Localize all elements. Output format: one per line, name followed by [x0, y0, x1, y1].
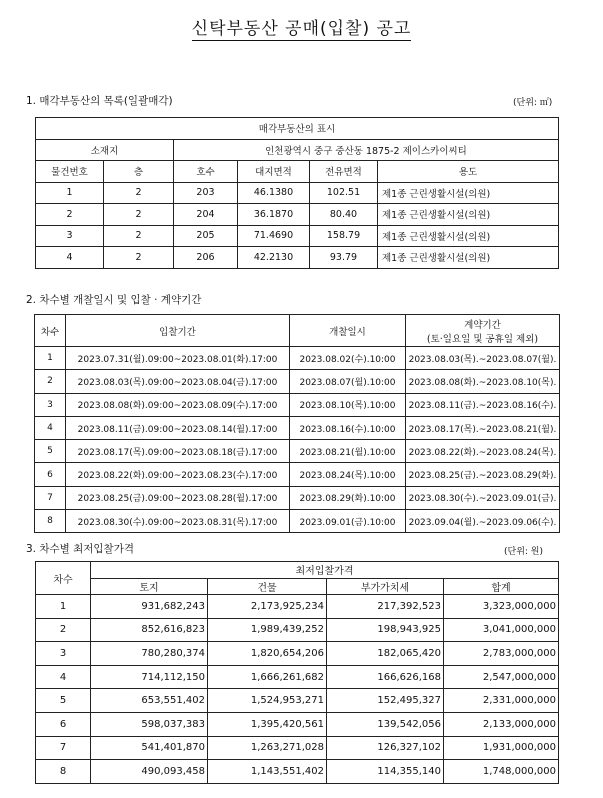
- table-cell: 93.79: [310, 247, 378, 269]
- table-cell: 139,542,056: [327, 712, 444, 736]
- header-round: 차수: [36, 562, 91, 595]
- table-cell: 166,626,168: [327, 665, 444, 689]
- schedule-row: [35, 370, 560, 393]
- table-cell: 1: [36, 182, 104, 204]
- table-cell: 2023.08.25(금).~2023.08.29(화).: [406, 463, 560, 486]
- price-row: [36, 665, 559, 689]
- schedule-row: [35, 393, 560, 416]
- price-row: [36, 760, 559, 784]
- schedule-row: [35, 463, 560, 486]
- table-cell: 2023.08.21(월).10:00: [290, 440, 406, 463]
- table-cell: 42.2130: [238, 247, 310, 269]
- table-cell: 2023.08.17(목).09:00~2023.08.18(금).17:00: [66, 440, 290, 463]
- table-cell: 46.1380: [238, 182, 310, 204]
- table-cell: 3: [36, 225, 104, 247]
- table-cell: 653,551,402: [91, 689, 208, 713]
- table-cell: 2023.08.17(목).~2023.08.21(월).: [406, 416, 560, 439]
- table-cell: 제1종 근린생활시설(의원): [378, 225, 559, 247]
- header-land-area: 대지면적: [238, 161, 310, 183]
- header-building: 건물: [208, 578, 327, 595]
- table-cell: 1,143,551,402: [208, 760, 327, 784]
- table-cell: 2023.07.31(월).09:00~2023.08.01(화).17:00: [66, 347, 290, 370]
- table-cell: 4: [36, 247, 104, 269]
- table-cell: 714,112,150: [91, 665, 208, 689]
- property-row: [36, 225, 559, 247]
- section1-unit: (단위: ㎡): [513, 98, 553, 108]
- property-table-title: 매각부동산의 표시: [36, 118, 559, 140]
- table-cell: 2023.08.11(금).09:00~2023.08.14(월).17:00: [66, 416, 290, 439]
- price-row: [36, 618, 559, 642]
- table-cell: 2023.08.22(화).09:00~2023.08.23(수).17:00: [66, 463, 290, 486]
- table-cell: 2023.08.22(화).~2023.08.24(목).: [406, 440, 560, 463]
- table-cell: 2023.08.03(목).~2023.08.07(월).: [406, 347, 560, 370]
- table-cell: 102.51: [310, 182, 378, 204]
- property-row: [36, 247, 559, 269]
- table-cell: 2023.08.30(수).~2023.09.01(금).: [406, 486, 560, 509]
- table-cell: 158.79: [310, 225, 378, 247]
- table-cell: 제1종 근린생활시설(의원): [378, 204, 559, 226]
- table-cell: 2023.08.24(목).10:00: [290, 463, 406, 486]
- table-cell: 2: [35, 370, 66, 393]
- table-cell: 217,392,523: [327, 595, 444, 619]
- header-total: 합계: [444, 578, 559, 595]
- header-bid-period: 입찰기간: [66, 315, 290, 347]
- header-land: 토지: [91, 578, 208, 595]
- header-round: 차수: [35, 315, 66, 347]
- table-cell: 80.40: [310, 204, 378, 226]
- header-unit-no: 호수: [174, 161, 238, 183]
- table-cell: 2,783,000,000: [444, 642, 559, 666]
- table-cell: 780,280,374: [91, 642, 208, 666]
- table-cell: 3,323,000,000: [444, 595, 559, 619]
- price-row: [36, 736, 559, 760]
- property-table: [35, 117, 559, 269]
- table-cell: 1,524,953,271: [208, 689, 327, 713]
- table-cell: 2: [104, 204, 174, 226]
- price-row: [36, 712, 559, 736]
- table-cell: 490,093,458: [91, 760, 208, 784]
- table-cell: 3,041,000,000: [444, 618, 559, 642]
- table-cell: 2023.09.04(월).~2023.09.06(수).: [406, 510, 560, 533]
- table-cell: 598,037,383: [91, 712, 208, 736]
- header-opening-time: 개찰일시: [290, 315, 406, 347]
- table-cell: 제1종 근린생활시설(의원): [378, 182, 559, 204]
- table-cell: 2023.08.30(수).09:00~2023.08.31(목).17:00: [66, 510, 290, 533]
- table-cell: 1,666,261,682: [208, 665, 327, 689]
- table-cell: 2: [104, 225, 174, 247]
- table-cell: 1,931,000,000: [444, 736, 559, 760]
- property-row: [36, 204, 559, 226]
- table-cell: 2: [104, 182, 174, 204]
- header-vat: 부가가치세: [327, 578, 444, 595]
- table-cell: 5: [36, 689, 91, 713]
- price-table: [35, 561, 559, 784]
- header-floor: 층: [104, 161, 174, 183]
- table-cell: 7: [35, 486, 66, 509]
- table-cell: 2023.08.25(금).09:00~2023.08.28(월).17:00: [66, 486, 290, 509]
- section1-heading: 1. 매각부동산의 목록(일괄매각): [26, 95, 173, 107]
- table-cell: 2023.08.10(목).10:00: [290, 393, 406, 416]
- table-cell: 4: [35, 416, 66, 439]
- location-label: 소재지: [36, 139, 174, 161]
- table-cell: 198,943,925: [327, 618, 444, 642]
- table-cell: 제1종 근린생활시설(의원): [378, 247, 559, 269]
- table-cell: 152,495,327: [327, 689, 444, 713]
- price-row: [36, 642, 559, 666]
- table-cell: 1,395,420,561: [208, 712, 327, 736]
- table-cell: 206: [174, 247, 238, 269]
- table-cell: 2: [36, 204, 104, 226]
- table-cell: 114,355,140: [327, 760, 444, 784]
- table-cell: 2023.08.08(화).~2023.08.10(목).: [406, 370, 560, 393]
- table-cell: 126,327,102: [327, 736, 444, 760]
- table-cell: 1,820,654,206: [208, 642, 327, 666]
- schedule-table: [34, 314, 560, 533]
- schedule-row: [35, 510, 560, 533]
- table-cell: 6: [36, 712, 91, 736]
- table-cell: 1,989,439,252: [208, 618, 327, 642]
- table-cell: 541,401,870: [91, 736, 208, 760]
- price-row: [36, 595, 559, 619]
- table-cell: 2,331,000,000: [444, 689, 559, 713]
- table-cell: 2,547,000,000: [444, 665, 559, 689]
- table-cell: 2023.08.08(화).09:00~2023.08.09(수).17:00: [66, 393, 290, 416]
- location-value: 인천광역시 중구 중산동 1875-2 제이스카이씨티: [174, 139, 559, 161]
- header-usage: 용도: [378, 161, 559, 183]
- header-item-no: 물건번호: [36, 161, 104, 183]
- table-cell: 71.4690: [238, 225, 310, 247]
- table-cell: 36.1870: [238, 204, 310, 226]
- table-cell: 8: [36, 760, 91, 784]
- table-cell: 2023.08.16(수).10:00: [290, 416, 406, 439]
- schedule-row: [35, 347, 560, 370]
- property-row: [36, 182, 559, 204]
- section3-unit: (단위: 원): [504, 547, 543, 557]
- table-cell: 2023.08.29(화).10:00: [290, 486, 406, 509]
- table-cell: 2: [36, 618, 91, 642]
- table-cell: 2023.08.02(수).10:00: [290, 347, 406, 370]
- table-cell: 2,173,925,234: [208, 595, 327, 619]
- table-cell: 1: [36, 595, 91, 619]
- table-cell: 2,133,000,000: [444, 712, 559, 736]
- table-cell: 5: [35, 440, 66, 463]
- table-cell: 3: [36, 642, 91, 666]
- section2-heading: 2. 차수별 개찰일시 및 입찰 · 계약기간: [26, 294, 202, 306]
- schedule-row: [35, 416, 560, 439]
- table-cell: 6: [35, 463, 66, 486]
- table-cell: 204: [174, 204, 238, 226]
- table-cell: 8: [35, 510, 66, 533]
- price-row: [36, 689, 559, 713]
- schedule-row: [35, 486, 560, 509]
- table-cell: 1: [35, 347, 66, 370]
- table-cell: 2023.08.03(목).09:00~2023.08.04(금).17:00: [66, 370, 290, 393]
- table-cell: 182,065,420: [327, 642, 444, 666]
- table-cell: 931,682,243: [91, 595, 208, 619]
- table-cell: 2023.08.11(금).~2023.08.16(수).: [406, 393, 560, 416]
- table-cell: 2023.08.07(월).10:00: [290, 370, 406, 393]
- table-cell: 205: [174, 225, 238, 247]
- section3-heading: 3. 차수별 최저입찰가격: [26, 543, 134, 555]
- table-cell: 4: [36, 665, 91, 689]
- header-min-price: 최저입찰가격: [91, 562, 559, 579]
- table-cell: 1,263,271,028: [208, 736, 327, 760]
- table-cell: 852,616,823: [91, 618, 208, 642]
- table-cell: 2: [104, 247, 174, 269]
- table-cell: 1,748,000,000: [444, 760, 559, 784]
- table-cell: 3: [35, 393, 66, 416]
- table-cell: 7: [36, 736, 91, 760]
- table-cell: 2023.09.01(금).10:00: [290, 510, 406, 533]
- schedule-row: [35, 440, 560, 463]
- header-exclusive-area: 전유면적: [310, 161, 378, 183]
- page-title: 신탁부동산 공매(입찰) 공고: [191, 19, 412, 39]
- table-cell: 203: [174, 182, 238, 204]
- header-contract-period: 계약기간 (토·일요일 및 공휴일 제외): [406, 315, 560, 347]
